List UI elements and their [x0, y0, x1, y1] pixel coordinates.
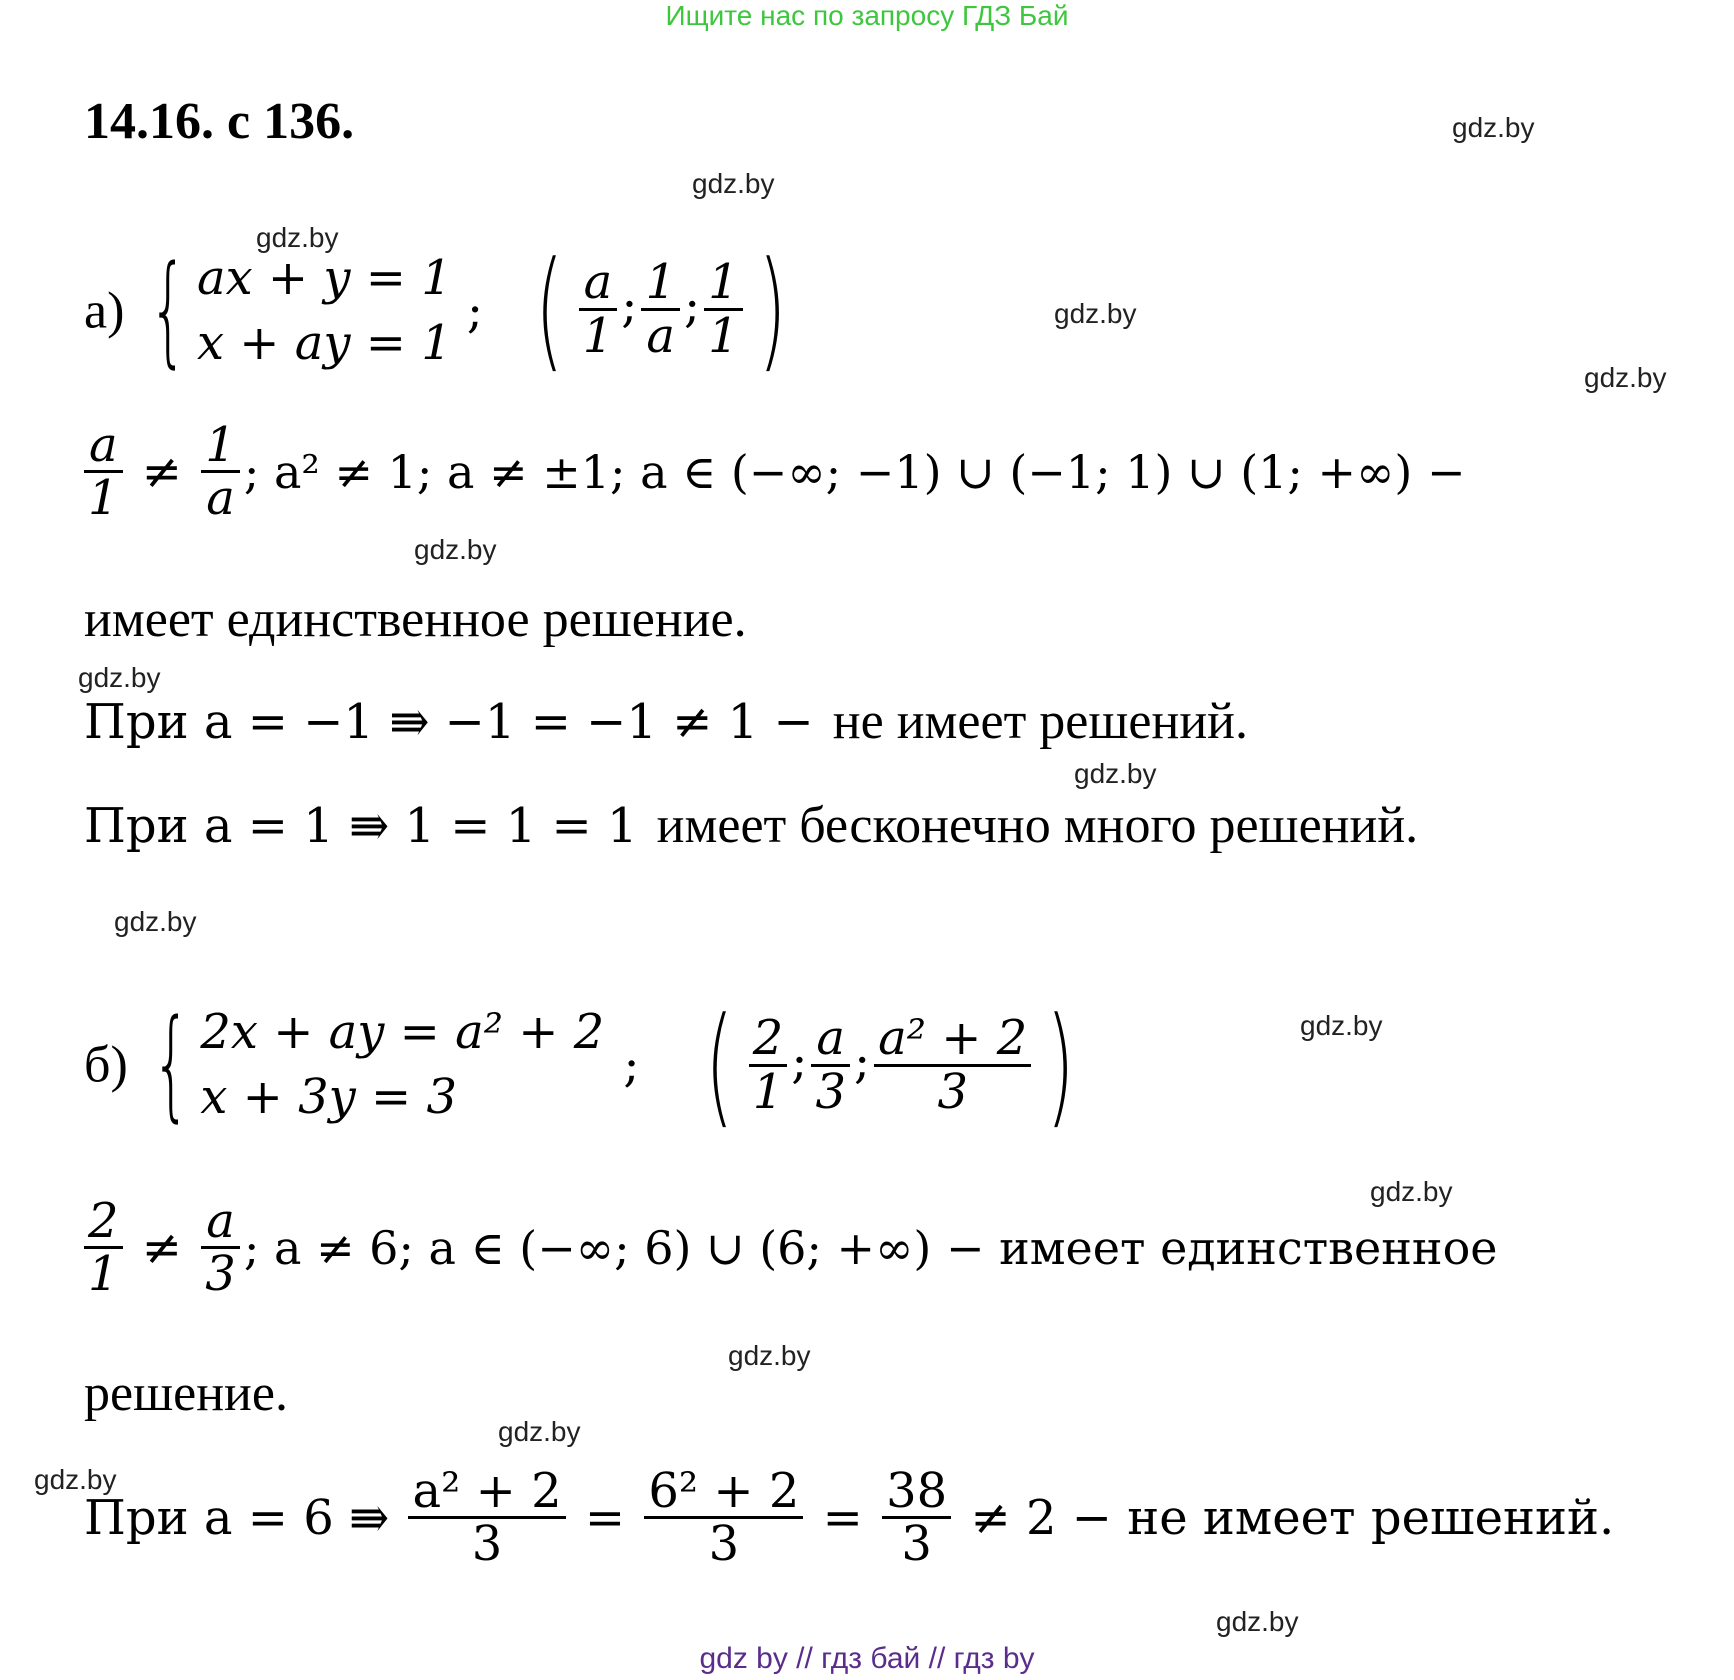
- cond-frac-1: [84, 417, 123, 527]
- equation-2: x + 3y = 3: [200, 1068, 458, 1125]
- cond-rest: ; a² ≠ 1; a ≠ ±1; a ∈ (−∞; −1) ∪ (−1; 1) ∪ (1; +∞) −: [243, 444, 1466, 499]
- case-text: не имеет решений.: [832, 693, 1248, 750]
- ratio-den: 1: [749, 1064, 788, 1117]
- part-a-case-2: [84, 796, 1418, 855]
- ratio-3: [704, 254, 743, 364]
- watermark: gdz.by: [498, 1416, 581, 1447]
- ratio-2: [641, 254, 680, 364]
- watermark: gdz.by: [1216, 1606, 1299, 1637]
- cond-frac-2: [201, 417, 240, 527]
- equation-1: 2x + ay = a² + 2: [200, 1004, 605, 1060]
- ratio-den: 3: [874, 1064, 1031, 1117]
- paren-left: (: [535, 233, 564, 385]
- brace: {: [151, 994, 191, 1134]
- bottom-links[interactable]: gdz by // гдз бай // гдз by: [699, 1642, 1035, 1675]
- ratio-1: [749, 1010, 788, 1120]
- frac-num: 6² + 2: [648, 1463, 800, 1519]
- equations: [197, 246, 452, 376]
- frac-num: a: [88, 417, 118, 473]
- watermark: gdz.by: [114, 906, 197, 937]
- ratio-num: 1: [645, 254, 676, 311]
- case-math: При a = 1 ⇛ 1 = 1 = 1: [84, 798, 638, 854]
- ratio-num: a: [816, 1010, 846, 1067]
- part-b-label: б): [84, 1036, 128, 1094]
- part-a-label: а): [84, 282, 125, 340]
- frac-den: a: [201, 470, 240, 523]
- case-frac-3: [882, 1463, 951, 1573]
- separator: ;: [466, 282, 484, 339]
- frac-num: a² + 2: [412, 1463, 562, 1519]
- watermark: gdz.by: [256, 222, 339, 253]
- ratio-num: 1: [708, 254, 739, 311]
- ratio-den: 1: [704, 308, 743, 361]
- part-b-unique-end: решение.: [84, 1365, 288, 1422]
- ratio-3: [874, 1010, 1031, 1120]
- paren-right: ): [758, 233, 787, 385]
- part-b-condition: $\frac{2}{1}$ ≠ $\frac{a}{3}$ ; a ≠ 6; a ∈ (−∞; 6) ∪ (6; +∞) − имеет единственное: [80, 1196, 1498, 1300]
- ratio-den: 3: [811, 1064, 850, 1117]
- part-b-system: [84, 994, 640, 1134]
- cond-frac-1: [84, 1193, 123, 1303]
- separator: ;: [623, 1036, 640, 1093]
- part-b-ratios: ( $\frac{2}{1}$ ; $\frac{a}{3}$ ; $\frac{\text{a² + 2}}{3}$ ): [705, 989, 1075, 1141]
- ratio-den: 1: [579, 308, 618, 361]
- frac-den: 3: [408, 1516, 565, 1569]
- frac-den: 1: [84, 470, 123, 523]
- frac-num: 2: [88, 1193, 119, 1249]
- brace: {: [148, 240, 187, 380]
- case-text: имеет бесконечно много решений.: [656, 797, 1419, 854]
- watermark: gdz.by: [692, 168, 775, 199]
- frac-num: 1: [205, 417, 236, 473]
- watermark: gdz.by: [414, 534, 497, 565]
- watermark: gdz.by: [78, 662, 161, 693]
- watermark: gdz.by: [1054, 298, 1137, 329]
- part-a-unique: имеет единственное решение.: [84, 591, 747, 648]
- part-b-case: При a = 6 ⇛ $\frac{\text{a² + 2}}{3}$ = $\frac{\text{6² + 2}}{3}$ = $\frac{38}{3}$ ≠ 2 − не имеет решений.: [84, 1463, 1615, 1573]
- equation-1: ax + y = 1: [196, 250, 452, 306]
- cond-frac-2: [201, 1193, 240, 1303]
- frac-den: 3: [201, 1246, 240, 1299]
- ratio-den: a: [641, 308, 680, 361]
- watermark: gdz.by: [1584, 362, 1667, 393]
- watermark: gdz.by: [1452, 112, 1535, 143]
- case-math: При a = −1 ⇛ −1 = −1 ≠ 1 −: [84, 694, 814, 750]
- equation-2: x + ay = 1: [196, 314, 452, 371]
- paren-left: (: [705, 989, 734, 1141]
- case-frac-2: [644, 1463, 803, 1573]
- ratio-num: 2: [752, 1010, 784, 1067]
- part-a-condition: $\frac{a}{1}$ ≠ $\frac{1}{a}$ ; a² ≠ 1; a ≠ ±1; a ∈ (−∞; −1) ∪ (−1; 1) ∪ (1; +∞) −: [80, 420, 1466, 524]
- top-banner: Ищите нас по запросу ГДЗ Бай: [665, 0, 1069, 31]
- ratio-num: a² + 2: [878, 1010, 1028, 1067]
- paren-right: ): [1046, 989, 1075, 1141]
- frac-num: a: [206, 1193, 235, 1249]
- frac-num: 38: [886, 1463, 948, 1519]
- watermark: gdz.by: [34, 1464, 117, 1495]
- frac-den: 3: [644, 1516, 803, 1569]
- part-a-case-1: [84, 692, 1248, 751]
- watermark: gdz.by: [1300, 1010, 1383, 1041]
- ratio-1: [579, 254, 618, 364]
- equations: [200, 1000, 604, 1130]
- part-a-ratios: ( $\frac{a}{1}$ ; $\frac{1}{a}$ ; $\frac{1}{1}$ ): [535, 233, 787, 385]
- frac-den: 1: [84, 1246, 123, 1299]
- ratio-2: [811, 1010, 850, 1120]
- watermark: gdz.by: [728, 1340, 811, 1371]
- cond-rest: ; a ≠ 6; a ∈ (−∞; 6) ∪ (6; +∞) − имеет единственное: [243, 1220, 1498, 1275]
- part-a-system: [84, 240, 484, 380]
- ratio-num: a: [583, 254, 613, 311]
- case-suffix: ≠ 2 − не имеет решений.: [970, 1489, 1615, 1546]
- frac-den: 3: [882, 1516, 951, 1569]
- page-title: 14.16. с 136.: [84, 93, 355, 150]
- case-frac-1: [408, 1463, 565, 1573]
- watermark: gdz.by: [1370, 1176, 1453, 1207]
- watermark: gdz.by: [1074, 758, 1157, 789]
- case-prefix: При a = 6 ⇛: [84, 1489, 390, 1546]
